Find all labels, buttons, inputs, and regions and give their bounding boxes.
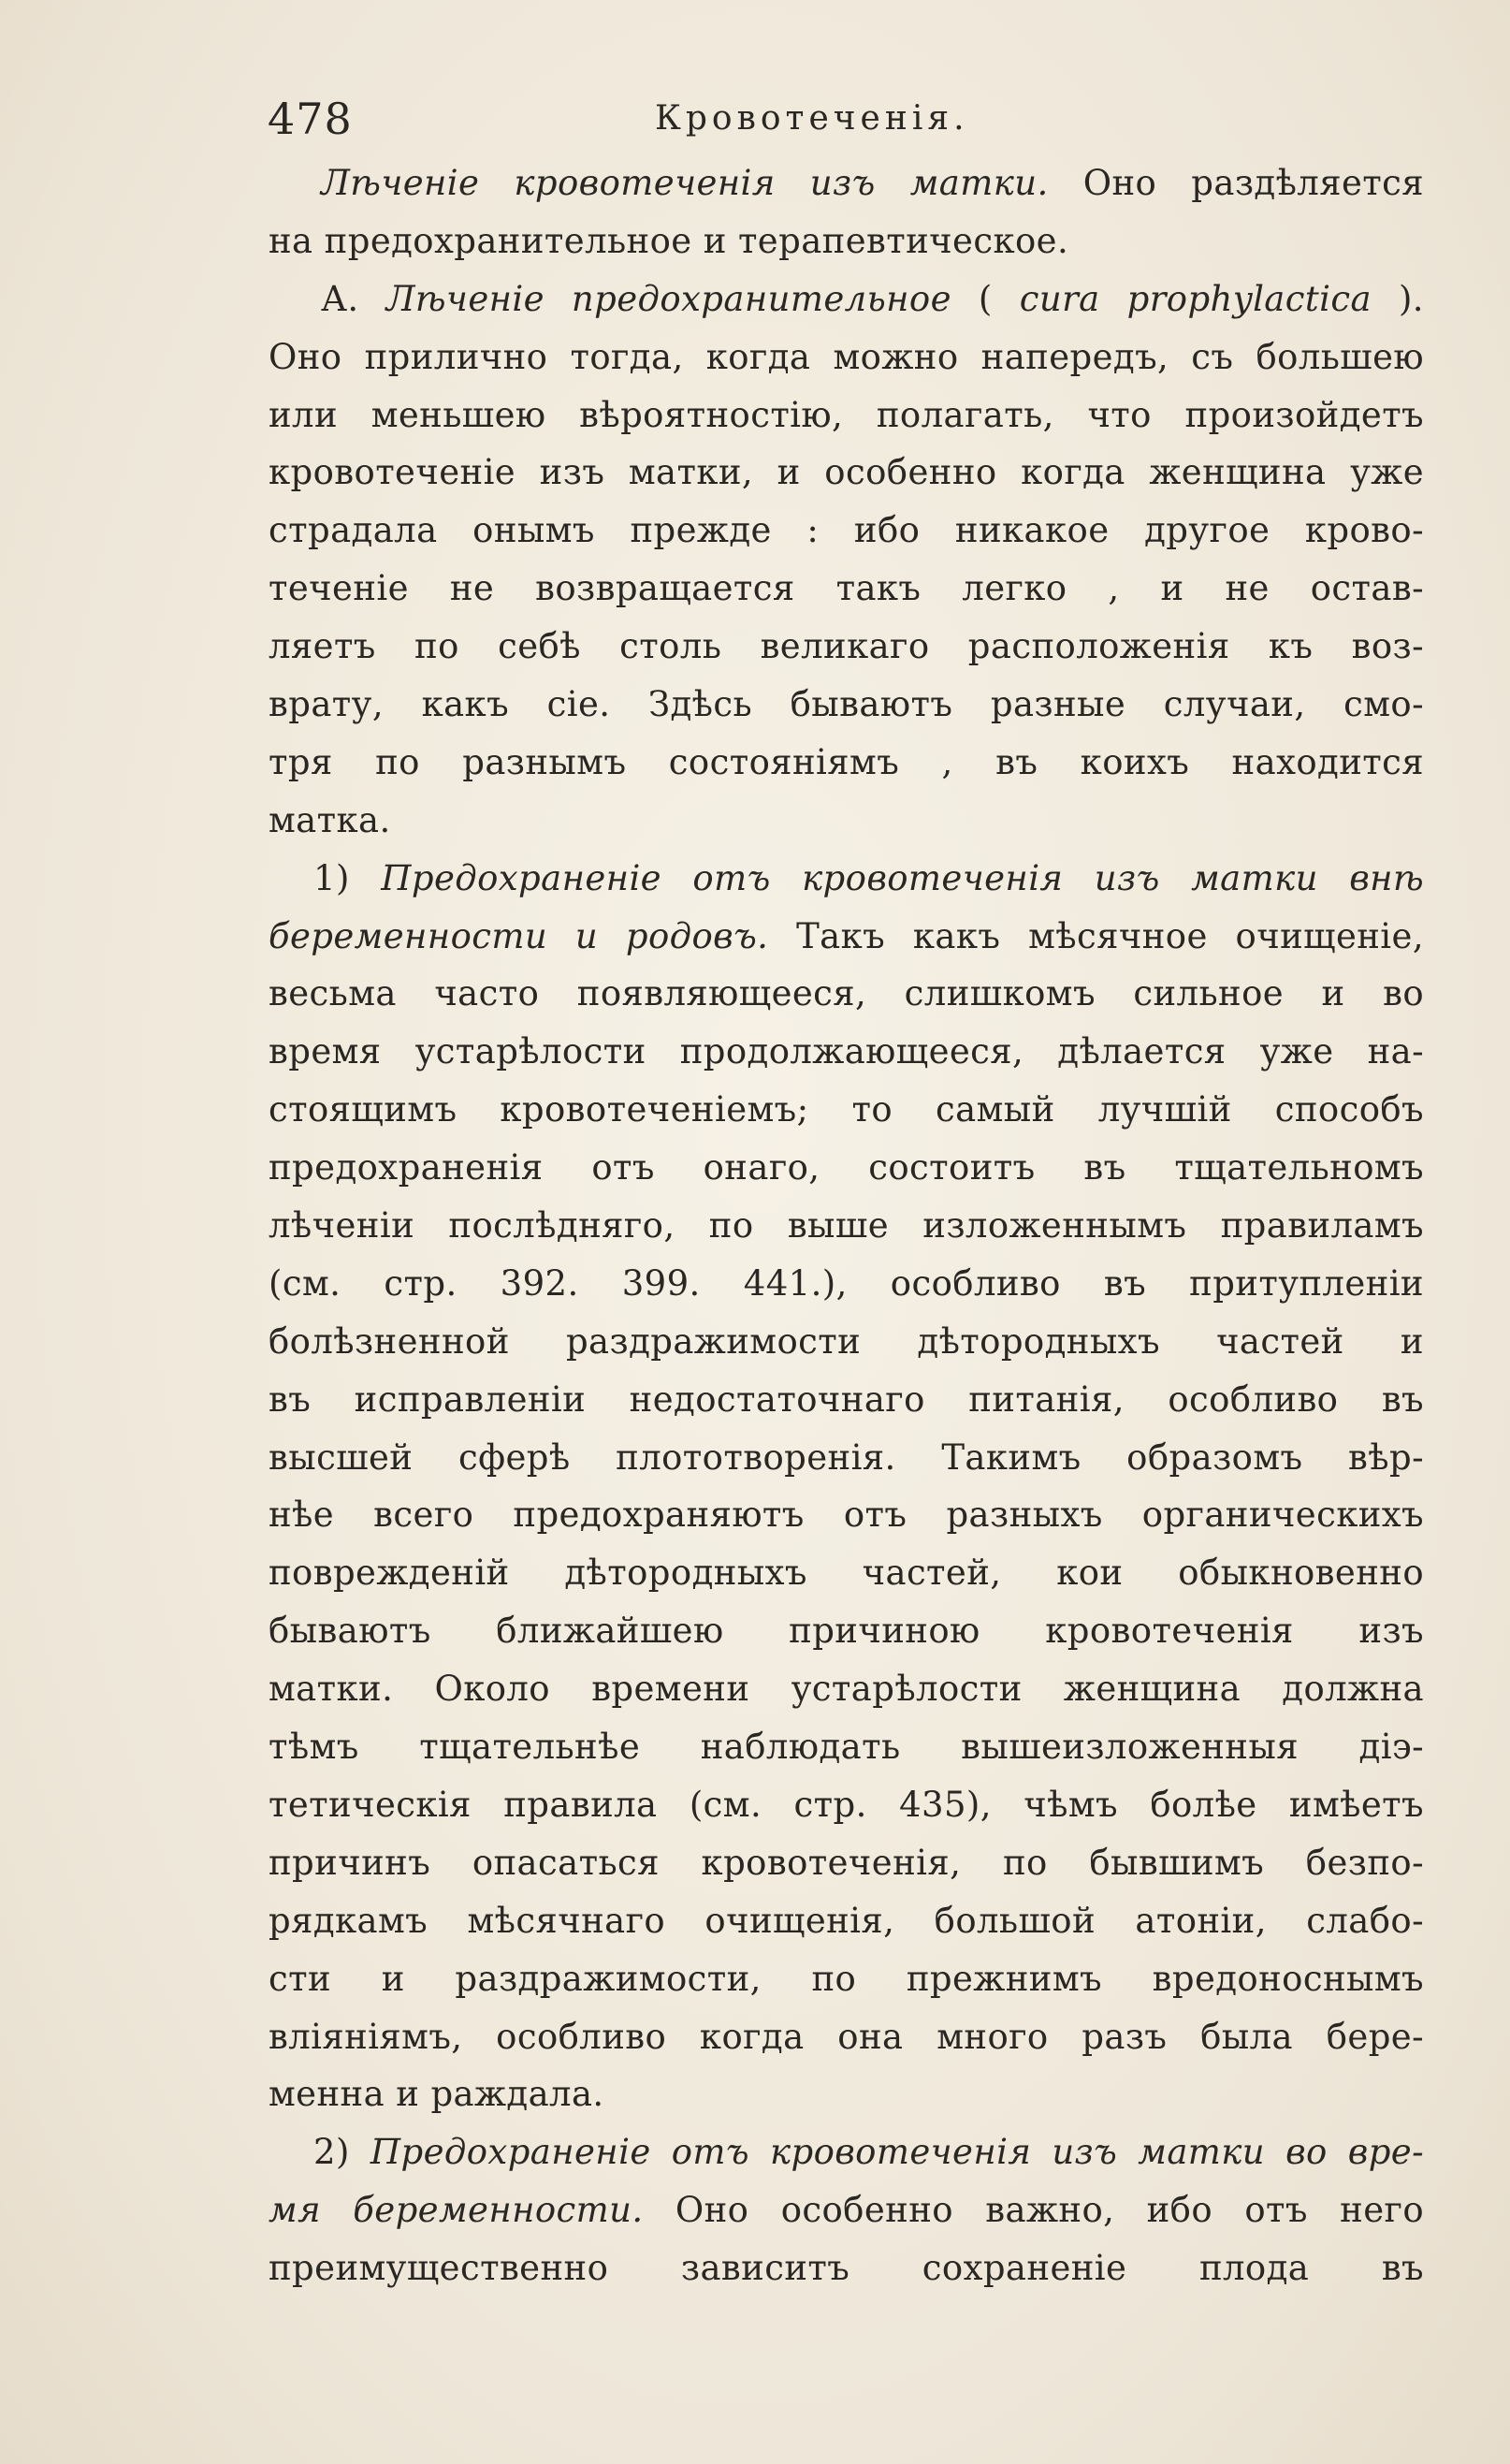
text-line: или меньшею вѣроятностію, полагать, что произойдетъ bbox=[269, 394, 1424, 435]
text-line: тѣмъ тщательнѣе наблюдать вышеизложенныя діэ- bbox=[269, 1727, 1424, 1768]
text-line: сти и раздражимости, по прежнимъ вредоноснымъ bbox=[269, 1958, 1424, 1999]
text-line: тря по разнымъ состояніямъ , въ коихъ находится bbox=[269, 741, 1424, 782]
text-line: менна и раждала. bbox=[269, 2074, 604, 2115]
text-line: предохраненія отъ онаго, состоитъ въ тщательномъ bbox=[269, 1147, 1424, 1188]
text-line: въ исправленіи недостаточнаго питанія, особливо въ bbox=[269, 1378, 1424, 1420]
text-line: весьма часто появляющееся, слишкомъ сильное и во bbox=[269, 973, 1424, 1014]
text-line: матка. bbox=[269, 799, 391, 840]
body-text bbox=[269, 154, 1424, 2297]
text-line: 2) Предохраненіе отъ кровотеченія изъ матки во вре- bbox=[313, 2132, 1425, 2173]
text-line: врату, какъ сіе. Здѣсь бываютъ разные случаи, смо- bbox=[269, 684, 1424, 725]
text-line: Лѣченіе кровотеченія изъ матки. Оно раздѣляется bbox=[321, 163, 1424, 203]
text-line: 1) Предохраненіе отъ кровотеченія изъ матки внѣ bbox=[313, 857, 1425, 898]
text-line: высшей сферѣ плототворенія. Такимъ образомъ вѣр- bbox=[269, 1436, 1424, 1478]
text-line: преимущественно зависитъ сохраненіе плода въ bbox=[269, 2248, 1424, 2289]
text-line: время устарѣлости продолжающееся, дѣлается уже на- bbox=[269, 1031, 1424, 1072]
text-line: мя беременности. Оно особенно важно, ибо отъ него bbox=[269, 2190, 1425, 2231]
text-line: лѣченіи послѣдняго, по выше изложеннымъ правиламъ bbox=[269, 1205, 1424, 1247]
text-line: стоящимъ кровотеченіемъ; то самый лучшій способъ bbox=[269, 1089, 1424, 1130]
text-line: теченіе не возвращается такъ легко , и не остав- bbox=[269, 568, 1424, 609]
text-line: причинъ опасаться кровотеченія, по бывшимъ безпо- bbox=[269, 1842, 1424, 1883]
text-line: тетическія правила (см. стр. 435), чѣмъ болѣе имѣетъ bbox=[269, 1784, 1424, 1825]
text-line: (см. стр. 392. 399. 441.), особливо въ притупленіи bbox=[269, 1262, 1424, 1304]
text-line: А. Лѣченіе предохранительное ( cura prophylactica ). bbox=[321, 278, 1424, 319]
text-line: ляетъ по себѣ столь великаго расположенія къ воз- bbox=[269, 626, 1424, 667]
text-line: на предохранительное и терапевтическое. bbox=[269, 220, 1069, 261]
text-line: поврежденій дѣтородныхъ частей, кои обыкновенно bbox=[269, 1553, 1424, 1594]
text-line: кровотеченіе изъ матки, и особенно когда женщина уже bbox=[269, 452, 1424, 493]
running-title: Кровотеченія. bbox=[655, 99, 969, 138]
text-line: нѣе всего предохраняютъ отъ разныхъ органическихъ bbox=[269, 1494, 1424, 1536]
page-number: 478 bbox=[268, 94, 353, 144]
text-line: рядкамъ мѣсячнаго очищенія, большой атоніи, слабо- bbox=[269, 1900, 1424, 1941]
text-line: беременности и родовъ. Такъ какъ мѣсячное очищеніе, bbox=[269, 915, 1424, 956]
text-line: болѣзненной раздражимости дѣтородныхъ частей и bbox=[269, 1320, 1424, 1362]
text-line: матки. Около времени устарѣлости женщина должна bbox=[269, 1669, 1424, 1710]
text-line: страдала онымъ прежде : ибо никакое другое крово- bbox=[269, 510, 1424, 551]
text-line: бываютъ ближайшею причиною кровотеченія изъ bbox=[269, 1611, 1424, 1652]
text-line: вліяніямъ, особливо когда она много разъ была бере- bbox=[269, 2016, 1424, 2057]
text-line: Оно прилично тогда, когда можно напередъ, съ большею bbox=[269, 336, 1424, 377]
